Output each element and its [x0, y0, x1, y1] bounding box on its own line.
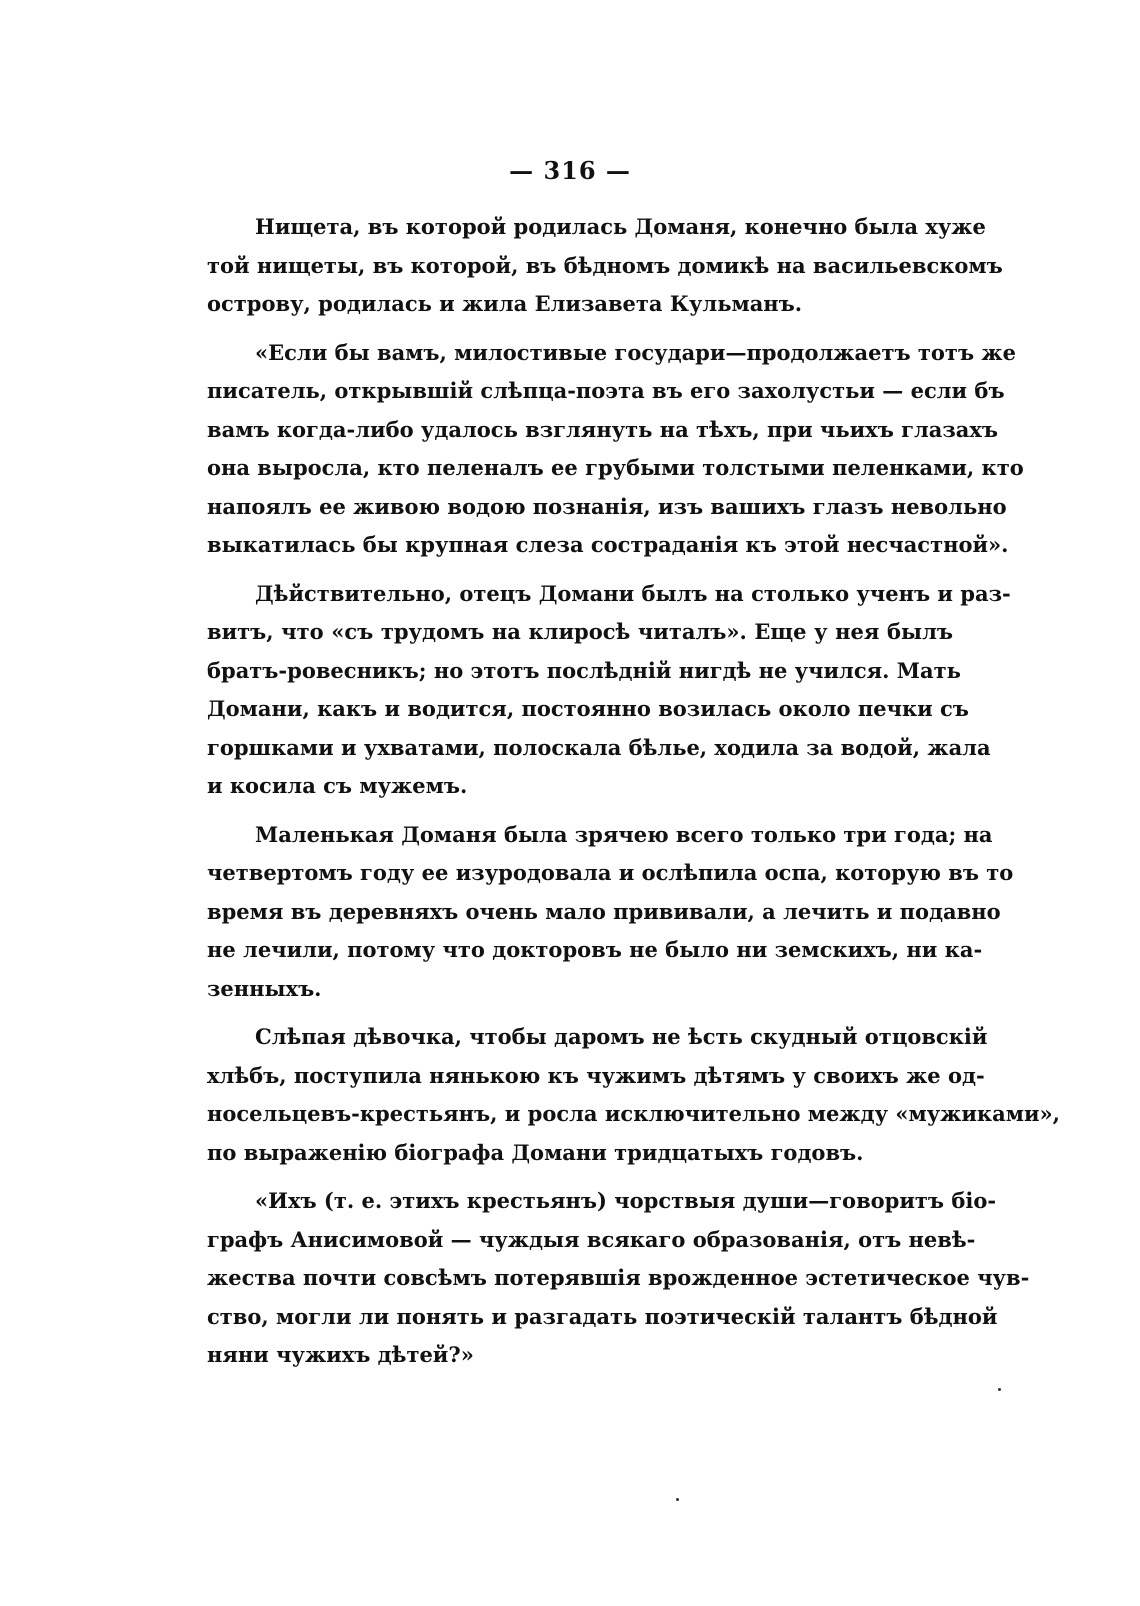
paragraph-2 [207, 334, 1024, 565]
text-line: и косила съ мужемъ. [207, 773, 468, 798]
text-line: она выросла, кто пеленалъ ее грубыми толстыми пеленками, кто [207, 455, 1024, 480]
text-line: острову, родилась и жила Елизавета Кульманъ. [207, 291, 803, 316]
paragraph-3 [207, 575, 1011, 806]
text-line: графъ Анисимовой — чуждыя всякаго образованія, отъ невѣ- [207, 1226, 976, 1252]
text-line: время въ деревняхъ очень мало прививали, а лечить и подавно [207, 898, 1001, 924]
text-line: жества почти совсѣмъ потерявшія врожденное эстетическое чув- [207, 1265, 1030, 1290]
text-line: Маленькая Доманя была зрячею всего только три года; на [255, 821, 993, 847]
text-line: зенныхъ. [207, 975, 322, 1001]
text-line: Домани, какъ и водится, постоянно возилась около печки съ [207, 696, 969, 721]
text-line: Слѣпая дѣвочка, чтобы даромъ не ѣсть скудный отцовскій [255, 1024, 988, 1049]
paragraph-5 [207, 1018, 1060, 1172]
scan-speck [676, 1498, 679, 1501]
text-line: «Ихъ (т. е. этихъ крестьянъ) чорствыя души—говоритъ біо- [255, 1188, 997, 1213]
text-line: писатель, открывшій слѣпца-поэта въ его захолустьи — если бъ [207, 378, 1005, 403]
text-line: витъ, что «съ трудомъ на клиросѣ читалъ». Еще у нея былъ [207, 619, 953, 644]
text-line: «Если бы вамъ, милостивые государи—продолжаетъ тотъ же [255, 339, 1016, 365]
text-line: хлѣбъ, поступила нянькою къ чужимъ дѣтямъ у своихъ же од- [207, 1062, 985, 1088]
text-line: не лечили, потому что докторовъ не было ни земскихъ, ни ка- [207, 937, 983, 962]
text-line: напоялъ ее живою водою познанія, изъ вашихъ глазъ невольно [207, 493, 1007, 519]
paragraph-1 [207, 208, 1003, 324]
text-line: носельцевъ-крестьянъ, и росла исключительно между «мужиками», [207, 1101, 1060, 1126]
text-line: вамъ когда-либо удалось взглянуть на тѣхъ, при чьихъ глазахъ [207, 416, 999, 442]
text-line: братъ-ровесникъ; но этотъ послѣдній нигдѣ не учился. Мать [207, 657, 961, 683]
scan-speck [998, 1388, 1001, 1391]
paragraph-6 [207, 1182, 1030, 1375]
text-line: горшками и ухватами, полоскала бѣлье, ходила за водой, жала [207, 734, 991, 760]
text-line: выкатилась бы крупная слеза состраданія къ этой несчастной». [207, 532, 1009, 557]
text-line: по выраженію біографа Домани тридцатыхъ годовъ. [207, 1139, 864, 1165]
text-line: Нищета, въ которой родилась Доманя, конечно была хуже [255, 214, 986, 239]
page-number: — 316 — [509, 156, 631, 185]
paragraph-4 [207, 816, 1014, 1009]
body-text [207, 208, 1060, 1385]
text-line: четвертомъ году ее изуродовала и ослѣпила оспа, которую въ то [207, 860, 1014, 885]
text-line: ство, могли ли понять и разгадать поэтическій талантъ бѣдной [207, 1303, 998, 1329]
text-line: няни чужихъ дѣтей?» [207, 1342, 474, 1367]
text-line: той нищеты, въ которой, въ бѣдномъ домикѣ на васильевскомъ [207, 252, 1003, 278]
text-line: Дѣйствительно, отецъ Домани былъ на столько ученъ и раз- [255, 580, 1011, 606]
